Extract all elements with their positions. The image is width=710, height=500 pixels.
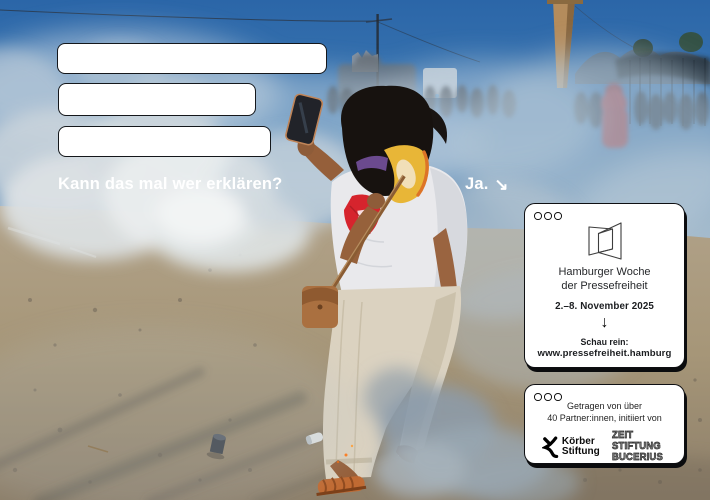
empty-speech-box-3[interactable] [58,126,271,157]
zeit-stiftung-logo: ZEIT STIFTUNG BUCERIUS [611,430,663,463]
event-dates: 2.–8. November 2025 [555,300,654,312]
partner-card [524,384,685,464]
event-card [524,203,685,368]
three-circles-icon [534,212,562,220]
cta-label: Schau rein: [580,336,629,347]
arrow-down-right-icon: ↘ [494,176,509,194]
answer-text: Ja. [465,175,489,193]
koerber-stiftung-logo: Körber Stiftung [542,436,600,458]
headline-answer [465,175,509,195]
three-circles-icon [534,393,562,401]
event-title: Hamburger Woche der Pressefreiheit [558,266,651,292]
empty-speech-box-2[interactable] [58,83,256,116]
partner-intro: Getragen von über 40 Partner:innen, initiiert von [547,401,662,424]
arrow-down-icon: ↓ [600,313,609,331]
website-link[interactable]: www.pressefreiheit.hamburg [537,347,672,359]
leather-bag [302,286,338,328]
koerber-k-icon [542,436,559,458]
pressefreiheit-logo [579,219,631,263]
empty-speech-box-1[interactable] [57,43,327,74]
headline-question: Kann das mal wer erklären? [58,175,283,193]
